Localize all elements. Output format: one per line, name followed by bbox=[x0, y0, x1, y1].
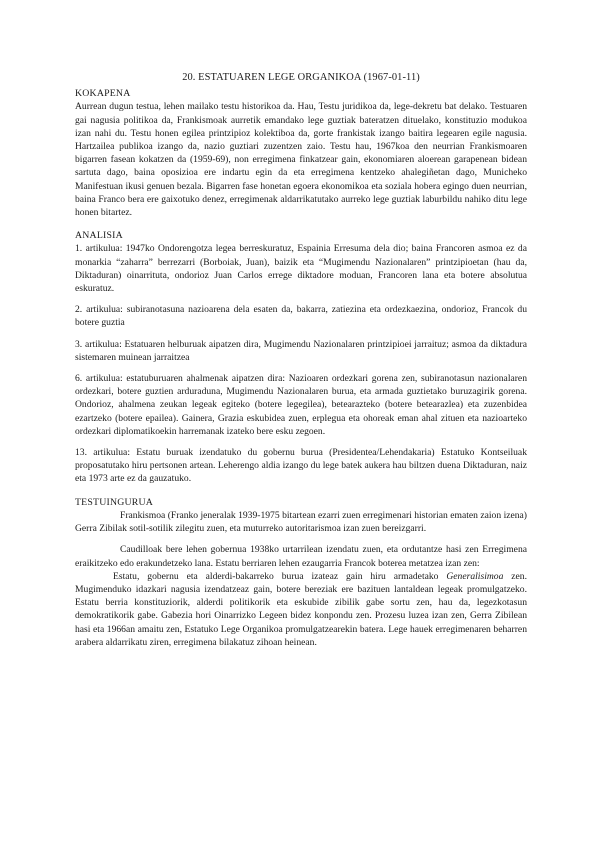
analisia-article-2: 2. artikulua: subiranotasuna nazioarena dela esaten da, bakarra, zatiezina eta ordezkaezina, ondorioz, Francok du botere guztia bbox=[75, 304, 527, 329]
testuingurua-paragraph-1: Frankismoa (Franko jeneralak 1939-1975 bitartean ezarri zuen erregimenari historian ematen zaion izena) Gerra Zibilak sotil-sotilik zilegitu zuen, eta muturreko autoritarismoa izan zuen bereizgarri. bbox=[75, 509, 527, 535]
document-title: 20. ESTATUAREN LEGE ORGANIKOA (1967-01-11) bbox=[182, 72, 420, 83]
section-heading-testuingurua: TESTUINGURUA bbox=[75, 496, 154, 508]
analisia-article-13: 13. artikulua: Estatu buruak izendatuko du gobernu burua (Presidentea/Lehendakaria) Estatuko Kontseiluak proposatutako hiru pertsonen artean. Leherengo aldia izango du lege batek aukera hau biltzen duena Diktaduran, naiz eta 1973 arte ez da gauzatuko. bbox=[75, 447, 527, 485]
testuingurua-paragraph-2: Caudilloak bere lehen gobernua 1938ko urtarrilean izendatu zuen, eta ordutantze hasi zen Erregimena eraikitzeko edo erakundetzeko lana. Estatu berriaren lehen ezaugarria Francok boterea metatzea izan zen: bbox=[75, 544, 527, 569]
analisia-article-1: 1. artikulua: 1947ko Ondorengotza legea berreskuratuz, Espainia Erresuma dela dio; baina Francoren asmoa ez da monarkia “zaharra” berrezarri (Borboiak, Juan), baizik eta “Mugimendu Nazionalaren” printzipioetan (hau da, Diktaduran) oinarrituta, ondorioz Juan Carlos errege diktadore moduan, Francoren lana eta botere absolutua eskuratuz. bbox=[75, 243, 527, 295]
analisia-article-3: 3. artikulua: Estatuaren helburuak aipatzen dira, Mugimendu Nazionalaren printzipioei jarraituz; asmoa da diktadura sistemaren muinean jarraitzea bbox=[75, 338, 527, 363]
section-heading-kokapena: KOKAPENA bbox=[75, 88, 131, 100]
paragraph-3-text-end: zen. Mugimenduko idazkari nagusia izendatzeaz gain, botere bereziak ere bazituen lantaldean legeak promulgatzeko. Estatu berria konstituziorik, alderdi politikorik eta eskubide zibilik gabe sortu zen, hau da, legezkotasun demokratikorik gabe. Gabezia hori Oinarrizko Legeen bidez konpondu zen. Prozesu luzea izan zen, Gerra Zibilean hasi eta 1966an amaitu zen, Estatuko Lege Organikoa promulgatzearekin batera. Lege hauek erregimenaren beharren arabera aldarrikatu ziren, erregimena bilakatuz zihoan heinean. bbox=[75, 570, 527, 648]
paragraph-3-text-start: Estatu, gobernu eta alderdi-bakarreko burua izateaz gain hiru armadetako bbox=[113, 570, 447, 582]
section-heading-analisia: ANALISIA bbox=[75, 230, 123, 242]
kokapena-paragraph: Aurrean dugun testua, lehen mailako testu historikoa da. Hau, Testu juridikoa da, lege-dekretu bat delako. Testuaren gai nagusia politikoa da, Frankismoak aurretik emandako lege guztiak bateratzen dituelako, konstituzio modukoa izan nahi du. Testu honen egilea printzipioz kolektiboa da, gorte frankistak izango baitira legearen egile nagusia. Hartzailea publikoa izango da, nazio guztiari zuzentzen zaio. Testu hau, 1967koa den neurrian Frankismoaren bigarren fasean kokatzen da (1959-69), non erregimena finkatzear gain, ekonomiaren aloerean garapenean bidean sartuta dago, baina oposizioa ere indartu egin da eta erregimena kentzeko ahalegiñetan dago, Municheko Manifestuan ikusi genuen bezala. Bigarren fase honetan egoera ekonomikoa eta soziala hobera egingo duen neurrian, baina Franco bera ere gaixotuko denez, erregimenak aldarrikatutako aurreko lege guztiak laburbildu nahiko ditu lege honen bitartez. bbox=[75, 101, 527, 219]
generalisimoa-term: Generalisimoa bbox=[446, 570, 504, 582]
document-body bbox=[75, 71, 527, 649]
analisia-article-6: 6. artikulua: estatuburuaren ahalmenak aipatzen dira: Nazioaren ordezkari gorena zen, subiranotasun nazionalaren ordezkari, botere guztien arduraduna, Mugimendu Nazionalaren burua, eta armada guztietako buruzagirik gorena. Ondorioz, ahalmena zeukan legeak egiteko (botere legegilea), betearazteko (botere betearazlea) eta zuzenbidea ezartzeko (botere epailea). Gainera, Grazia eskubidea zuen, erplegua eta ohoreak eman ahal zituen eta nazioarteko ordezkari diplomatikoekin harremanak izateko bere esku zegoen. bbox=[75, 373, 527, 437]
testuingurua-paragraph-3 bbox=[75, 570, 527, 649]
